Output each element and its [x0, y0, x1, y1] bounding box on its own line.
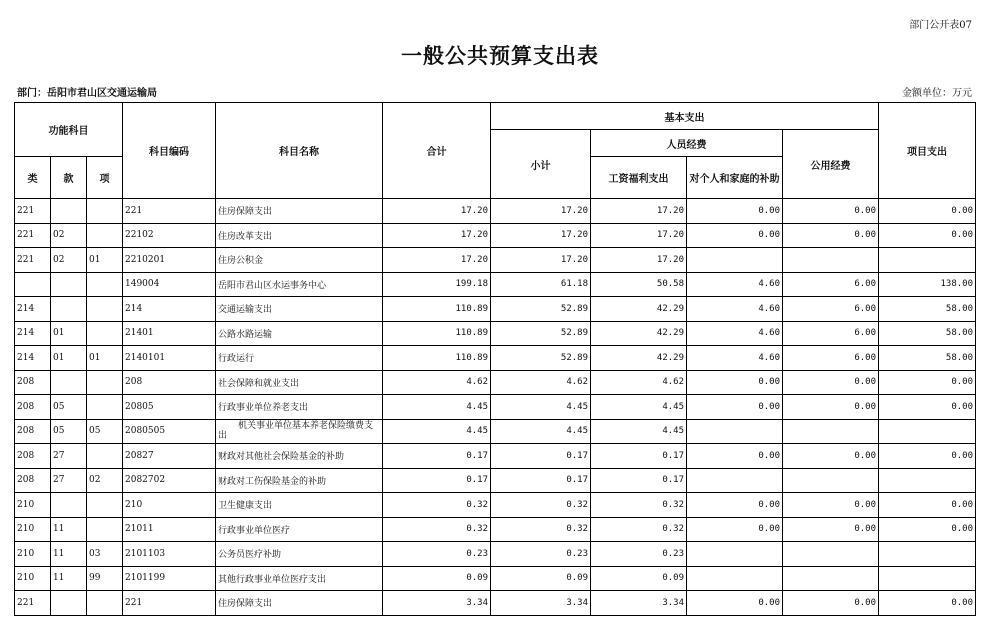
xiang-cell	[87, 395, 123, 420]
wage-cell: 0.17	[591, 444, 687, 469]
project-cell	[879, 419, 976, 444]
wage-cell: 0.32	[591, 517, 687, 542]
public-cell	[783, 419, 879, 444]
xiang-cell	[87, 199, 123, 224]
individual-cell: 4.60	[687, 297, 783, 322]
public-cell: 0.00	[783, 517, 879, 542]
wage-cell: 0.23	[591, 542, 687, 567]
public-cell	[783, 468, 879, 493]
cat-cell: 210	[15, 566, 51, 591]
cat-cell: 210	[15, 493, 51, 518]
wage-cell: 0.09	[591, 566, 687, 591]
header-total: 合计	[383, 103, 491, 199]
subtotal-cell: 0.23	[491, 542, 591, 567]
cat-cell: 221	[15, 199, 51, 224]
subtotal-cell: 0.32	[491, 493, 591, 518]
project-cell: 0.00	[879, 199, 976, 224]
table-row	[15, 321, 976, 346]
total-cell: 0.32	[383, 517, 491, 542]
xiang-cell: 05	[87, 419, 123, 444]
code-cell: 208	[123, 370, 216, 395]
individual-cell: 0.00	[687, 370, 783, 395]
code-cell: 2082702	[123, 468, 216, 493]
total-cell: 110.89	[383, 321, 491, 346]
kuan-cell: 11	[51, 542, 87, 567]
header-wage: 工资福利支出	[591, 157, 687, 199]
kuan-cell	[51, 370, 87, 395]
individual-cell: 0.00	[687, 395, 783, 420]
kuan-cell: 01	[51, 346, 87, 371]
name-cell: 卫生健康支出	[216, 493, 383, 518]
code-cell: 20827	[123, 444, 216, 469]
public-cell: 0.00	[783, 223, 879, 248]
total-cell: 0.09	[383, 566, 491, 591]
table-row	[15, 297, 976, 322]
total-cell: 4.45	[383, 419, 491, 444]
public-cell: 6.00	[783, 346, 879, 371]
project-cell: 0.00	[879, 444, 976, 469]
total-cell: 4.62	[383, 370, 491, 395]
table-row	[15, 199, 976, 224]
table-row	[15, 223, 976, 248]
code-cell: 2080505	[123, 419, 216, 444]
individual-cell: 0.00	[687, 199, 783, 224]
individual-cell: 0.00	[687, 444, 783, 469]
xiang-cell	[87, 321, 123, 346]
header-name: 科目名称	[216, 103, 383, 199]
cat-cell: 210	[15, 542, 51, 567]
xiang-cell	[87, 223, 123, 248]
wage-cell: 42.29	[591, 346, 687, 371]
individual-cell: 0.00	[687, 223, 783, 248]
name-cell: 其他行政事业单位医疗支出	[216, 566, 383, 591]
subtotal-cell: 0.32	[491, 517, 591, 542]
code-cell: 214	[123, 297, 216, 322]
public-cell: 0.00	[783, 493, 879, 518]
code-cell: 221	[123, 199, 216, 224]
subtotal-cell: 0.09	[491, 566, 591, 591]
project-cell: 58.00	[879, 346, 976, 371]
code-cell: 2101199	[123, 566, 216, 591]
cat-cell	[15, 272, 51, 297]
project-cell: 0.00	[879, 517, 976, 542]
name-cell: 住房改革支出	[216, 223, 383, 248]
kuan-cell: 11	[51, 566, 87, 591]
project-cell	[879, 566, 976, 591]
individual-cell	[687, 419, 783, 444]
public-cell: 0.00	[783, 199, 879, 224]
cat-cell: 208	[15, 395, 51, 420]
xiang-cell: 01	[87, 248, 123, 273]
kuan-cell: 05	[51, 419, 87, 444]
individual-cell	[687, 468, 783, 493]
xiang-cell	[87, 297, 123, 322]
table-row	[15, 272, 976, 297]
code-cell: 221	[123, 591, 216, 616]
name-cell: 行政事业单位养老支出	[216, 395, 383, 420]
kuan-cell: 05	[51, 395, 87, 420]
project-cell: 0.00	[879, 395, 976, 420]
cat-cell: 208	[15, 444, 51, 469]
xiang-cell	[87, 517, 123, 542]
budget-table	[14, 102, 976, 616]
subtotal-cell: 17.20	[491, 248, 591, 273]
subtotal-cell: 52.89	[491, 321, 591, 346]
code-cell: 2210201	[123, 248, 216, 273]
total-cell: 110.89	[383, 297, 491, 322]
total-cell: 4.45	[383, 395, 491, 420]
kuan-cell: 02	[51, 248, 87, 273]
header-project: 项目支出	[879, 103, 976, 199]
xiang-cell	[87, 444, 123, 469]
table-row	[15, 591, 976, 616]
individual-cell	[687, 542, 783, 567]
header-kuan: 款	[51, 157, 87, 199]
individual-cell: 0.00	[687, 591, 783, 616]
xiang-cell: 99	[87, 566, 123, 591]
project-cell	[879, 248, 976, 273]
public-cell: 0.00	[783, 591, 879, 616]
xiang-cell	[87, 591, 123, 616]
subtotal-cell: 52.89	[491, 346, 591, 371]
wage-cell: 17.20	[591, 248, 687, 273]
name-cell: 行政运行	[216, 346, 383, 371]
public-cell: 6.00	[783, 297, 879, 322]
total-cell: 0.32	[383, 493, 491, 518]
code-cell: 20805	[123, 395, 216, 420]
wage-cell: 17.20	[591, 199, 687, 224]
cat-cell: 208	[15, 370, 51, 395]
table-row	[15, 395, 976, 420]
code-cell: 149004	[123, 272, 216, 297]
name-cell: 机关事业单位基本养老保险缴费支出	[216, 419, 383, 444]
project-cell: 0.00	[879, 591, 976, 616]
table-row	[15, 468, 976, 493]
total-cell: 0.17	[383, 444, 491, 469]
public-cell	[783, 542, 879, 567]
project-cell	[879, 468, 976, 493]
cat-cell: 208	[15, 419, 51, 444]
xiang-cell: 01	[87, 346, 123, 371]
kuan-cell	[51, 199, 87, 224]
header-subtotal: 小计	[491, 130, 591, 199]
kuan-cell	[51, 272, 87, 297]
total-cell: 17.20	[383, 223, 491, 248]
xiang-cell	[87, 493, 123, 518]
project-cell: 0.00	[879, 223, 976, 248]
kuan-cell	[51, 493, 87, 518]
subtotal-cell: 52.89	[491, 297, 591, 322]
kuan-cell: 11	[51, 517, 87, 542]
name-cell: 住房保障支出	[216, 199, 383, 224]
public-cell	[783, 248, 879, 273]
cat-cell: 210	[15, 517, 51, 542]
header-cat: 类	[15, 157, 51, 199]
header-public: 公用经费	[783, 130, 879, 199]
department-label: 部门：岳阳市君山区交通运输局	[17, 88, 157, 99]
header-basic: 基本支出	[491, 103, 879, 130]
individual-cell: 4.60	[687, 272, 783, 297]
subtotal-cell: 17.20	[491, 199, 591, 224]
public-cell: 6.00	[783, 321, 879, 346]
subtotal-cell: 0.17	[491, 444, 591, 469]
individual-cell: 4.60	[687, 346, 783, 371]
header-func-subject: 功能科目	[15, 103, 123, 157]
cat-cell: 221	[15, 591, 51, 616]
name-cell: 公路水路运输	[216, 321, 383, 346]
page-title: 一般公共预算支出表	[401, 43, 599, 68]
project-cell: 58.00	[879, 297, 976, 322]
project-cell: 0.00	[879, 493, 976, 518]
name-cell: 住房保障支出	[216, 591, 383, 616]
name-cell: 住房公积金	[216, 248, 383, 273]
cat-cell: 214	[15, 297, 51, 322]
code-cell: 210	[123, 493, 216, 518]
subtotal-cell: 4.45	[491, 395, 591, 420]
total-cell: 17.20	[383, 248, 491, 273]
table-row	[15, 346, 976, 371]
xiang-cell	[87, 272, 123, 297]
header-xiang: 项	[87, 157, 123, 199]
individual-cell: 0.00	[687, 517, 783, 542]
public-cell: 6.00	[783, 272, 879, 297]
project-cell	[879, 542, 976, 567]
wage-cell: 50.58	[591, 272, 687, 297]
public-cell: 0.00	[783, 395, 879, 420]
kuan-cell: 27	[51, 444, 87, 469]
xiang-cell: 02	[87, 468, 123, 493]
form-number: 部门公开表07	[909, 20, 972, 31]
kuan-cell: 02	[51, 223, 87, 248]
cat-cell: 214	[15, 321, 51, 346]
header-code: 科目编码	[123, 103, 216, 199]
wage-cell: 42.29	[591, 321, 687, 346]
project-cell: 0.00	[879, 370, 976, 395]
subtotal-cell: 4.45	[491, 419, 591, 444]
subtotal-cell: 4.62	[491, 370, 591, 395]
wage-cell: 4.62	[591, 370, 687, 395]
table-row	[15, 517, 976, 542]
public-cell: 0.00	[783, 370, 879, 395]
cat-cell: 214	[15, 346, 51, 371]
name-cell: 社会保障和就业支出	[216, 370, 383, 395]
subtotal-cell: 0.17	[491, 468, 591, 493]
name-cell: 交通运输支出	[216, 297, 383, 322]
code-cell: 21401	[123, 321, 216, 346]
code-cell: 22102	[123, 223, 216, 248]
project-cell: 58.00	[879, 321, 976, 346]
kuan-cell	[51, 297, 87, 322]
total-cell: 110.89	[383, 346, 491, 371]
cat-cell: 221	[15, 248, 51, 273]
kuan-cell: 01	[51, 321, 87, 346]
cat-cell: 221	[15, 223, 51, 248]
table-row	[15, 248, 976, 273]
total-cell: 3.34	[383, 591, 491, 616]
name-cell: 公务员医疗补助	[216, 542, 383, 567]
header-individual: 对个人和家庭的补助	[687, 157, 783, 199]
wage-cell: 0.17	[591, 468, 687, 493]
wage-cell: 4.45	[591, 395, 687, 420]
code-cell: 21011	[123, 517, 216, 542]
total-cell: 0.23	[383, 542, 491, 567]
xiang-cell: 03	[87, 542, 123, 567]
individual-cell: 0.00	[687, 493, 783, 518]
wage-cell: 4.45	[591, 419, 687, 444]
unit-label: 金额单位：万元	[902, 88, 972, 99]
table-row	[15, 493, 976, 518]
subtotal-cell: 61.18	[491, 272, 591, 297]
table-row	[15, 444, 976, 469]
public-cell	[783, 566, 879, 591]
wage-cell: 17.20	[591, 223, 687, 248]
kuan-cell: 27	[51, 468, 87, 493]
header-personnel: 人员经费	[591, 130, 783, 157]
cat-cell: 208	[15, 468, 51, 493]
name-cell: 行政事业单位医疗	[216, 517, 383, 542]
subtotal-cell: 17.20	[491, 223, 591, 248]
public-cell: 0.00	[783, 444, 879, 469]
wage-cell: 42.29	[591, 297, 687, 322]
total-cell: 17.20	[383, 199, 491, 224]
name-cell: 财政对工伤保险基金的补助	[216, 468, 383, 493]
table-row	[15, 419, 976, 444]
total-cell: 0.17	[383, 468, 491, 493]
table-row	[15, 542, 976, 567]
total-cell: 199.18	[383, 272, 491, 297]
individual-cell: 4.60	[687, 321, 783, 346]
project-cell: 138.00	[879, 272, 976, 297]
wage-cell: 3.34	[591, 591, 687, 616]
individual-cell	[687, 248, 783, 273]
kuan-cell	[51, 591, 87, 616]
table-row	[15, 370, 976, 395]
code-cell: 2101103	[123, 542, 216, 567]
individual-cell	[687, 566, 783, 591]
name-cell: 财政对其他社会保险基金的补助	[216, 444, 383, 469]
code-cell: 2140101	[123, 346, 216, 371]
wage-cell: 0.32	[591, 493, 687, 518]
table-row	[15, 566, 976, 591]
subtotal-cell: 3.34	[491, 591, 591, 616]
name-cell: 岳阳市君山区水运事务中心	[216, 272, 383, 297]
xiang-cell	[87, 370, 123, 395]
